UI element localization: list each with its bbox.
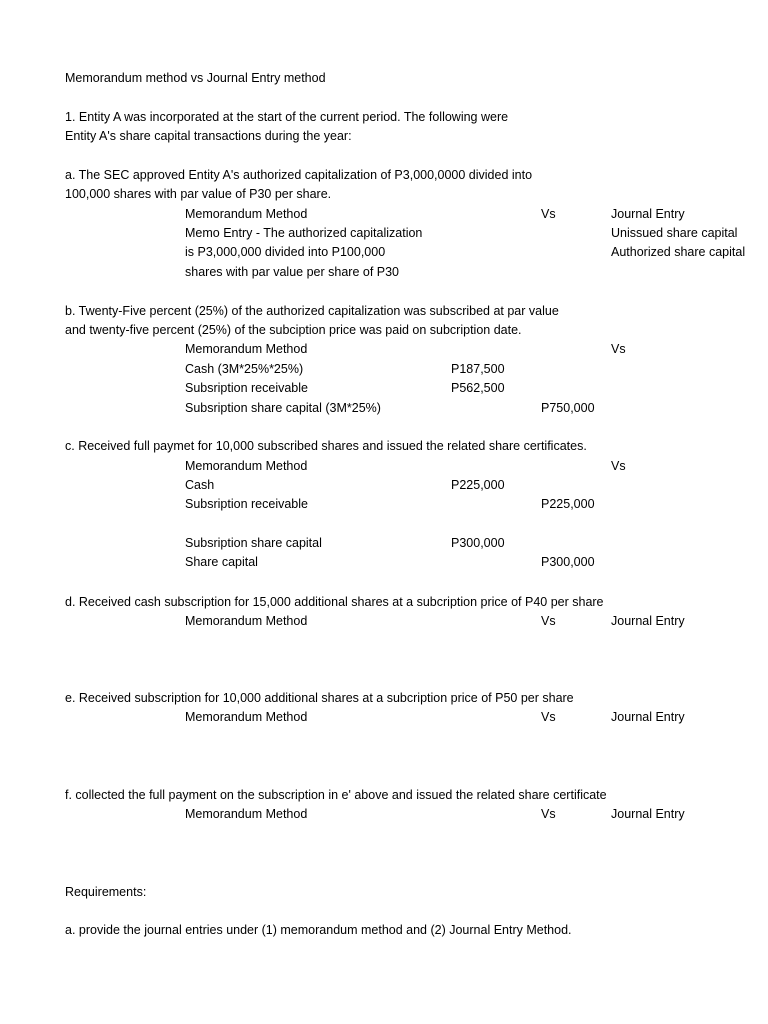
section-a-vs: Vs [541,207,556,221]
section-b-vs: Vs [611,342,626,356]
intro-line-2: Entity A's share capital transactions during the year: [65,129,352,143]
section-c-row-2-credit: P225,000 [541,497,595,511]
section-e-vs: Vs [541,710,556,724]
section-b-row-3-account: Subsription share capital (3M*25%) [185,401,381,415]
section-c-row-3-account: Subsription share capital [185,536,322,550]
section-b-row-1-debit: P187,500 [451,362,505,376]
requirements-item-a: a. provide the journal entries under (1) memorandum method and (2) Journal Entry Method. [65,923,572,937]
section-a-journal-line-1: Unissued share capital [611,226,738,240]
section-a-memo-header: Memorandum Method [185,207,308,221]
section-b-row-1-account: Cash (3M*25%*25%) [185,362,304,376]
section-a-line-2: 100,000 shares with par value of P30 per share. [65,187,332,201]
section-c-row-3-debit: P300,000 [451,536,505,550]
section-a-memo-line-3: shares with par value per share of P30 [185,265,400,279]
intro-line-1: 1. Entity A was incorporated at the start of the current period. The following were [65,110,509,124]
section-a-line-1: a. The SEC approved Entity A's authorized capitalization of P3,000,0000 divided into [65,168,533,182]
section-c-row-2-account: Subsription receivable [185,497,308,511]
section-c-row-4-account: Share capital [185,555,258,569]
section-d-vs: Vs [541,614,556,628]
section-a-journal-header: Journal Entry [611,207,685,221]
section-b-memo-header: Memorandum Method [185,342,308,356]
section-a-memo-line-2: is P3,000,000 divided into P100,000 [185,245,386,259]
section-c-memo-header: Memorandum Method [185,459,308,473]
section-b-row-2-debit: P562,500 [451,381,505,395]
section-c-row-4-credit: P300,000 [541,555,595,569]
section-c-vs: Vs [611,459,626,473]
section-d-line-1: d. Received cash subscription for 15,000 additional shares at a subcription price of P40 per share [65,595,604,609]
section-b-line-1: b. Twenty-Five percent (25%) of the authorized capitalization was subscribed at par value [65,304,559,318]
section-b-line-2: and twenty-five percent (25%) of the subciption price was paid on subcription date. [65,323,522,337]
section-f-memo-header: Memorandum Method [185,807,308,821]
section-e-memo-header: Memorandum Method [185,710,308,724]
section-d-journal-header: Journal Entry [611,614,685,628]
section-c-line-1: c. Received full paymet for 10,000 subscribed shares and issued the related share certificates. [65,439,587,453]
section-a-journal-line-2: Authorized share capital [611,245,746,259]
section-f-line-1: f. collected the full payment on the subscription in e' above and issued the related share certificate [65,788,607,802]
section-c-row-1-account: Cash [185,478,215,492]
section-f-journal-header: Journal Entry [611,807,685,821]
section-e-journal-header: Journal Entry [611,710,685,724]
section-c-row-1-debit: P225,000 [451,478,505,492]
section-a-memo-line-1: Memo Entry - The authorized capitalization [185,226,423,240]
document-title: Memorandum method vs Journal Entry method [65,71,326,85]
section-d-memo-header: Memorandum Method [185,614,308,628]
section-f-vs: Vs [541,807,556,821]
section-b-row-3-credit: P750,000 [541,401,595,415]
requirements-title: Requirements: [65,885,147,899]
section-b-row-2-account: Subsription receivable [185,381,308,395]
section-e-line-1: e. Received subscription for 10,000 additional shares at a subcription price of P50 per share [65,691,574,705]
